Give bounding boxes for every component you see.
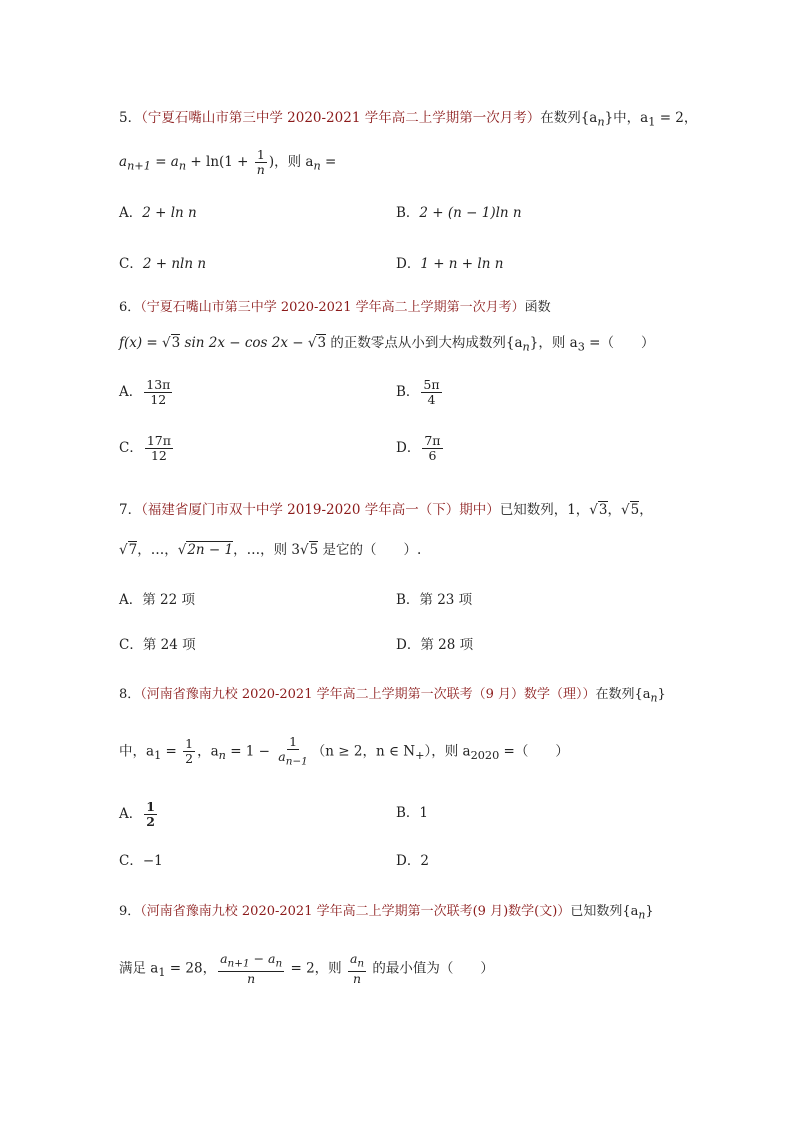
question-number: 7．: [119, 502, 142, 518]
fraction-numerator: 1: [289, 734, 298, 749]
formula-part: =（ ）: [584, 335, 655, 351]
formula-part: = a: [150, 154, 179, 170]
fraction-denominator: 6: [428, 448, 437, 463]
question-5-line-2: $a_{n+1} = a_n + \ln(1$ + $\frac{1}{n}$ )，则 $a_n$ =: [119, 147, 337, 177]
fraction: [183, 737, 195, 766]
fraction: [348, 952, 366, 986]
fraction-numerator: 17π: [146, 433, 171, 448]
formula-part: sin 2x − cos 2x −: [180, 335, 308, 351]
separator: ，: [607, 502, 621, 518]
formula-part: 满足 a: [119, 960, 159, 977]
question-source: （宁夏石嘴山市第三中学 2020-2021 学年高二上学期第一次月考）: [141, 110, 541, 126]
denominator-base: a: [278, 749, 286, 764]
fraction-numerator: $a_n$: [349, 951, 365, 970]
option-text: 2: [420, 853, 429, 869]
stem-part: }: [657, 687, 666, 702]
formula-part: = 1 −: [225, 743, 275, 760]
formula-part: 的最小值为（ ）: [368, 960, 494, 977]
fraction-denominator: 12: [150, 448, 167, 463]
option-a: [119, 203, 197, 223]
formula-part: =: [161, 743, 182, 760]
option-c: [119, 851, 163, 871]
separator: ，…，: [137, 542, 178, 558]
stem-part: }中，a: [604, 110, 649, 126]
option-label: B．: [396, 592, 420, 608]
fraction: [218, 952, 284, 986]
option-label: D．: [396, 256, 421, 272]
question-stem: 在数列{a: [540, 110, 598, 126]
option-label: C．: [119, 637, 143, 653]
sqrt-radicand: 3: [598, 502, 608, 518]
fraction: [422, 434, 442, 463]
sqrt-radicand: 3: [317, 335, 327, 351]
fraction: [255, 148, 267, 177]
option-label: B．: [396, 205, 420, 221]
fraction-numerator: 1: [146, 799, 155, 814]
fraction-denominator: $a_{n-1}$: [278, 749, 308, 768]
formula-part: 中，a: [119, 743, 155, 760]
option-a: [119, 378, 174, 407]
formula-part: a: [119, 154, 128, 170]
fraction-denominator: n: [256, 162, 265, 177]
option-d: [396, 851, 429, 871]
fraction: [144, 378, 172, 407]
option-a: [119, 800, 159, 829]
option-text: 第 28 项: [420, 637, 474, 653]
option-label: C．: [119, 853, 143, 869]
question-number: 9．: [119, 904, 141, 919]
formula-part: =: [320, 154, 337, 170]
formula-part: = 28，: [165, 960, 217, 977]
option-b: [396, 803, 428, 823]
sqrt-radicand: 5: [309, 542, 319, 558]
stem-part: 是它的（ ）.: [318, 542, 422, 558]
question-6-line-2: f(x) = √3 sin 2x − cos 2x − √3 的正数零点从小到大构成数列$\{a_n\}$，则 $a_3$ =（ ）: [119, 335, 655, 354]
question-source: （河南省豫南九校 2020-2021 学年高二上学期第一次联考（9 月）数学（理））: [140, 687, 596, 702]
option-label: A．: [119, 205, 143, 221]
sqrt-radicand: 3: [171, 335, 181, 351]
option-d: [396, 434, 445, 463]
option-b: [396, 590, 472, 610]
option-c: [119, 434, 175, 463]
formula-part: )，则 a: [268, 154, 314, 170]
sqrt-radicand: 5: [630, 502, 640, 518]
option-d: [396, 254, 503, 274]
fraction-denominator: 2: [146, 814, 155, 829]
option-label: A．: [119, 806, 143, 822]
option-text: 第 22 项: [142, 592, 196, 608]
option-text: 第 23 项: [419, 592, 473, 608]
option-label: C．: [119, 440, 143, 456]
fraction-numerator: 7π: [424, 433, 441, 448]
separator: ，: [639, 502, 653, 518]
option-text: 2 + ln n: [142, 205, 197, 221]
question-7-line-1: 7．（福建省厦门市双十中学 2019-2020 学年高一（下）期中）已知数列，1，√3，√5，: [119, 502, 653, 518]
question-stem: 在数列{a: [595, 687, 651, 702]
option-a: [119, 590, 195, 610]
fraction: [276, 735, 310, 769]
option-label: D．: [396, 440, 421, 456]
option-label: B．: [396, 805, 420, 821]
formula-part: f(x) =: [119, 335, 163, 351]
option-text: 1 + n + ln n: [420, 256, 504, 272]
option-b: [396, 378, 444, 407]
formula-part: （n ≥ 2，n ∈ N: [311, 743, 416, 760]
option-text: 2 + nln n: [142, 256, 207, 272]
sqrt-radicand: 7: [128, 542, 138, 558]
option-text: 2 + (n − 1)ln n: [419, 205, 522, 221]
fraction-denominator: 2: [185, 751, 194, 767]
question-8-line-1: 8．（河南省豫南九校 2020-2021 学年高二上学期第一次联考（9 月）数学（理））在数列$\{a_n\}$: [119, 687, 666, 705]
formula-part: =（ ）: [499, 743, 569, 760]
fraction-numerator: 1: [256, 147, 265, 162]
option-text: 第 24 项: [142, 637, 196, 653]
fraction-denominator: n: [353, 970, 362, 986]
question-stem: 已知数列，1，: [499, 502, 590, 518]
option-label: A．: [119, 592, 143, 608]
stem-part: ，…，则 3: [233, 542, 300, 558]
fraction-denominator: 12: [150, 392, 167, 407]
option-label: D．: [396, 853, 421, 869]
formula-part: }，则 a: [529, 335, 578, 351]
question-6-line-1: [119, 298, 551, 318]
fraction-numerator: 5π: [423, 377, 440, 392]
question-9-line-2: 满足 $a_1 = 28$， $\frac{a_{n+1} - a_n}{n}$ = 2，则 $\frac{a_n}{n}$ 的最小值为（ ）: [119, 951, 494, 986]
option-d: [396, 635, 473, 655]
question-7-line-2: √7，…，√2n − 1，…，则 3√5 是它的（ ）.: [119, 542, 422, 558]
fraction: [145, 434, 173, 463]
option-b: [396, 203, 522, 223]
formula-part: 的正数零点从小到大构成数列{a: [326, 335, 523, 351]
fraction-denominator: n: [247, 970, 256, 986]
formula-part: + ln(1 +: [186, 154, 253, 170]
fraction-numerator: $a_{n+1} - a_n$: [220, 951, 283, 970]
numerator-base: a: [220, 951, 228, 966]
option-text: −1: [142, 853, 163, 869]
question-9-line-1: 9．（河南省豫南九校 2020-2021 学年高二上学期第一次联考(9 月)数学(文)）已知数列$\{a_n\}$: [119, 904, 654, 922]
fraction-numerator: 1: [185, 736, 194, 752]
option-c: [119, 254, 206, 274]
option-c: [119, 635, 196, 655]
question-number: 6．: [119, 300, 141, 315]
formula-part: = 2，则: [286, 960, 346, 977]
formula-part: ），则 a: [424, 743, 471, 760]
question-number: 5．: [119, 110, 142, 126]
sqrt-radicand: 2n − 1: [187, 542, 234, 558]
question-number: 8．: [119, 687, 141, 702]
fraction-numerator: 13π: [146, 377, 171, 392]
option-label: C．: [119, 256, 143, 272]
option-label: B．: [396, 384, 420, 400]
option-label: A．: [119, 384, 143, 400]
option-text: 1: [419, 805, 429, 821]
fraction-denominator: 4: [427, 392, 436, 407]
formula-part: ，a: [197, 743, 219, 760]
question-source: （福建省厦门市双十中学 2019-2020 学年高一（下）期中）: [141, 502, 500, 518]
question-5-line-1: 5．（宁夏石嘴山市第三中学 2020-2021 学年高二上学期第一次月考）在数列$\{a_n\}$中，$a_1 = 2$，: [119, 110, 698, 129]
question-stem: 函数: [524, 300, 551, 315]
stem-part: = 2，: [655, 110, 698, 126]
fraction: [421, 378, 441, 407]
question-stem: 已知数列{a: [570, 904, 639, 919]
numerator-base: a: [349, 951, 358, 966]
stem-part: }: [645, 904, 654, 919]
question-source: （宁夏石嘴山市第三中学 2020-2021 学年高二上学期第一次月考）: [140, 300, 525, 315]
question-8-line-2: 中，$a_1$ = $\frac{1}{2}$ ，$a_n = 1$ − $\frac{1}{a_{n-1}}$ （n ≥ 2，n ∈ $N_+$），则 $a_{2020}$ =（ ）: [119, 734, 569, 768]
question-source: （河南省豫南九校 2020-2021 学年高二上学期第一次联考(9 月)数学(文)）: [140, 904, 571, 919]
option-label: D．: [396, 637, 421, 653]
fraction: [144, 800, 157, 829]
